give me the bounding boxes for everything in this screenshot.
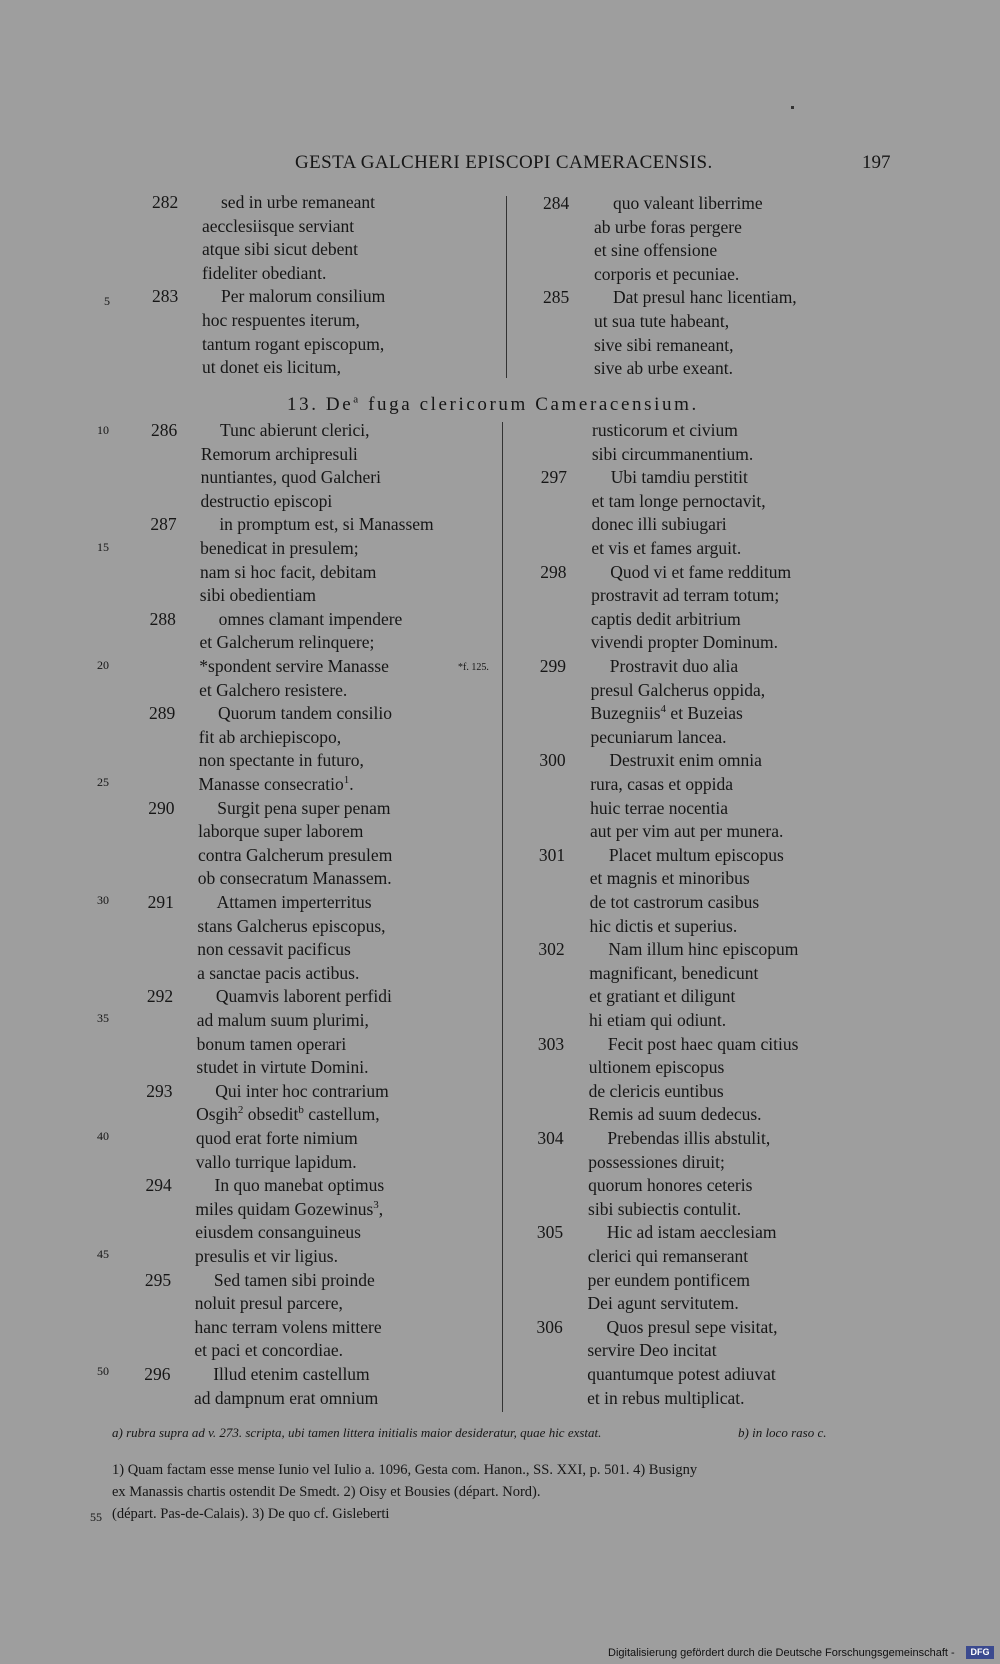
- folio-side-note: *f. 125.: [458, 662, 489, 673]
- margin-line-number: 50: [97, 1364, 109, 1378]
- stanza-number: 286: [151, 420, 178, 440]
- verse-line: presulis et vir ligius.: [195, 1246, 338, 1266]
- margin-line-number: 10: [97, 423, 109, 437]
- stanza-number: 298: [540, 561, 567, 582]
- verse-line: vivendi propter Dominum.: [590, 632, 779, 653]
- verse-line: Placet multum episcopus: [608, 844, 784, 865]
- margin-line-number: 35: [97, 1011, 109, 1025]
- verse-line: clerici qui remanserant: [587, 1246, 749, 1266]
- verse-line: presul Galcherus oppida,: [590, 679, 766, 700]
- stanza-number: 287: [150, 514, 177, 535]
- margin-line-number: 15: [97, 540, 109, 554]
- verse-line: miles quidam Gozewinus$^3$,: [195, 1198, 384, 1219]
- verse-line: Dat presul hanc licentiam,: [613, 287, 797, 308]
- stanza-number: 296: [144, 1364, 171, 1384]
- verse-line: Quos presul sepe visitat,: [606, 1316, 778, 1337]
- verse-line: fideliter obediant.: [202, 262, 327, 283]
- verse-line: et in rebus multiplicat.: [587, 1387, 745, 1408]
- stanza-number: 282: [152, 192, 179, 212]
- verse-line: destructio episcopi: [200, 490, 333, 511]
- verse-line: non cessavit pacificus: [197, 939, 351, 960]
- footnote-ref: 4: [660, 703, 667, 716]
- verse-line: Remorum archipresuli: [200, 443, 358, 464]
- verse-line: et gratiant et diligunt: [589, 986, 736, 1007]
- verse-line: ultionem episcopus: [588, 1057, 725, 1078]
- stanza-number: 306: [536, 1316, 563, 1337]
- verse-line: Surgit pena super penam: [217, 797, 391, 818]
- stanza-number: 302: [538, 939, 565, 960]
- verse-line: sibi obedientiam: [199, 585, 316, 606]
- stanza-number: 297: [540, 467, 567, 488]
- verse-line: sed in urbe remaneant: [221, 192, 376, 212]
- margin-line-number: 20: [97, 658, 109, 672]
- footnote-ref: b: [298, 1104, 304, 1117]
- verse-line: et Galchero resistere.: [199, 679, 348, 700]
- verse-line: magnificant, benedicunt: [589, 962, 759, 983]
- verse-line: huic terrae nocentia: [590, 797, 729, 818]
- stanza-number: 291: [147, 892, 174, 912]
- stanza-number: 304: [537, 1128, 564, 1148]
- stanza-number: 284: [543, 193, 570, 213]
- verse-line: per eundem pontificem: [587, 1269, 750, 1290]
- footnote-b: b) in loco raso c.: [738, 1425, 827, 1440]
- verse-line: quorum honores ceteris: [588, 1175, 753, 1196]
- top-column-divider: [506, 196, 507, 378]
- verse-line: in promptum est, si Manassem: [219, 514, 434, 535]
- main-column-divider: [502, 422, 503, 1412]
- verse-line: benedicat in presulem;: [200, 538, 359, 558]
- verse-line: Hic ad istam aecclesiam: [606, 1222, 777, 1243]
- verse-line: rura, casas et oppida: [590, 774, 734, 794]
- verse-line: rusticorum et civium: [592, 420, 738, 440]
- verse-line: Quamvis laborent perfidi: [215, 986, 392, 1007]
- verse-line: contra Galcherum presulem: [197, 844, 393, 865]
- stanza-number: 301: [538, 844, 566, 865]
- verse-line: aut per vim aut per munera.: [589, 821, 784, 842]
- verse-line: de tot castrorum casibus: [589, 892, 760, 912]
- verse-line: et vis et fames arguit.: [591, 538, 742, 558]
- verse-line: non spectante in futuro,: [198, 750, 364, 771]
- verse-line: vallo turrique lapidum.: [195, 1151, 357, 1172]
- verse-line: hanc terram volens mittere: [194, 1316, 382, 1337]
- verse-line: Quorum tandem consilio: [217, 703, 392, 724]
- stanza-number: 293: [146, 1080, 173, 1101]
- verse-line: captis dedit arbitrium: [591, 608, 741, 629]
- verse-line: possessiones diruit;: [588, 1151, 725, 1172]
- stanza-number: 305: [536, 1222, 564, 1243]
- stanza-number: 299: [539, 656, 567, 676]
- verse-line: atque sibi sicut debent: [202, 239, 359, 260]
- verse-line: bonum tamen operari: [196, 1033, 347, 1054]
- page-number: 197: [862, 152, 891, 173]
- verse-line: et magnis et minoribus: [589, 868, 750, 889]
- verse-line: Manasse consecratio$^1$.: [198, 774, 354, 794]
- verse-line: sive ab urbe exeant.: [594, 358, 733, 379]
- verse-line: fit ab archiepiscopo,: [198, 726, 342, 747]
- verse-line: Dei agunt servitutem.: [587, 1293, 739, 1314]
- verse-line: *spondent servire Manasse: [199, 656, 389, 676]
- verse-line: tantum rogant episcopum,: [202, 333, 385, 354]
- margin-line-number: 45: [97, 1247, 109, 1261]
- verse-line: quantumque potest adiuvat: [587, 1364, 776, 1384]
- verse-line: Destruxit enim omnia: [609, 750, 762, 771]
- footnote-line-2: ex Manassis chartis ostendit De Smedt. 2) Oisy et Bousies (départ. Nord).: [112, 1484, 541, 1500]
- verse-line: sibi circummanentium.: [591, 443, 754, 464]
- verse-line: Nam illum hinc episcopum: [608, 939, 799, 960]
- verse-line: nuntiantes, quod Galcheri: [200, 467, 381, 488]
- stanza-number: 292: [146, 986, 174, 1007]
- verse-line: Quod vi et fame redditum: [610, 561, 792, 582]
- verse-line: laborque super laborem: [198, 821, 364, 842]
- verse-line: et sine offensione: [594, 240, 718, 261]
- verse-line: donec illi subiugari: [591, 514, 727, 535]
- margin-line-number: 25: [97, 775, 109, 789]
- section-title: 13. De$^a$ fuga clericorum Cameracensium.: [287, 393, 699, 415]
- footnote-line-1: 1) Quam factam esse mense Iunio vel Iulio a. 1096, Gesta com. Hanon., SS. XXI, p. 501. 4) Busigny: [112, 1462, 698, 1478]
- stanza-number: 289: [148, 703, 176, 724]
- footnote-a: a) rubra supra ad v. 273. scripta, ubi tamen littera initialis maior desideratur, quae hic exstat.: [112, 1425, 602, 1440]
- verse-line: Sed tamen sibi proinde: [213, 1269, 375, 1290]
- verse-line: noluit presul parcere,: [194, 1293, 343, 1314]
- verse-line: Per malorum consilium: [221, 286, 386, 307]
- margin-line-number: 40: [97, 1129, 109, 1143]
- verse-line: Fecit post haec quam citius: [607, 1033, 799, 1054]
- verse-line: et Galcherum relinquere;: [199, 632, 375, 653]
- stanza-number: 294: [145, 1175, 172, 1196]
- verse-line: quo valeant liberrime: [613, 193, 763, 213]
- verse-line: a sanctae pacis actibus.: [197, 962, 360, 983]
- verse-line: ab urbe foras pergere: [594, 216, 742, 237]
- digitization-credit: Digitalisierung gefördert durch die Deutsche Forschungsgemeinschaft -: [608, 1647, 955, 1659]
- verse-line: et paci et concordiae.: [194, 1340, 344, 1361]
- stanza-number: 303: [537, 1033, 565, 1054]
- stanza-number: 295: [144, 1269, 172, 1290]
- verse-line: ob consecratum Manassem.: [197, 868, 392, 889]
- stanza-number: 300: [539, 750, 566, 771]
- verse-line: Osgih$^2$ obsedit$^b$ castellum,: [196, 1104, 380, 1125]
- verse-line: hi etiam qui odiunt.: [589, 1010, 727, 1030]
- verse-line: Prebendas illis abstulit,: [607, 1128, 771, 1148]
- verse-line: servire Deo incitat: [587, 1340, 717, 1361]
- verse-line: sibi subiectis contulit.: [588, 1198, 742, 1219]
- verse-line: aecclesiisque serviant: [202, 215, 355, 236]
- verse-line: In quo manebat optimus: [214, 1175, 385, 1196]
- verse-line: quod erat forte nimium: [195, 1128, 358, 1148]
- footnote-ref: 2: [237, 1104, 244, 1117]
- stanza-number: 290: [148, 797, 175, 818]
- verse-line: pecuniarum lancea.: [590, 726, 727, 747]
- verse-line: Illud etenim castellum: [213, 1364, 370, 1384]
- verse-line: studet in virtute Domini.: [196, 1057, 369, 1078]
- verse-line: Remis ad suum dedecus.: [588, 1104, 762, 1125]
- verse-line: stans Galcherus episcopus,: [197, 915, 386, 936]
- margin-line-number: 55: [90, 1510, 102, 1524]
- verse-line: sive sibi remaneant,: [594, 334, 734, 355]
- verse-line: nam si hoc facit, debitam: [199, 561, 377, 582]
- verse-line: ut sua tute habeant,: [594, 311, 730, 331]
- verse-line: Prostravit duo alia: [609, 656, 739, 676]
- verse-line: Ubi tamdiu perstitit: [610, 467, 748, 488]
- scan-speck: [791, 106, 794, 109]
- margin-line-number: 30: [97, 893, 109, 907]
- stanza-number: 285: [543, 287, 570, 308]
- verse-line: ad dampnum erat omnium: [194, 1387, 379, 1408]
- verse-line: Buzegniis$^4$ et Buzeias: [590, 703, 743, 724]
- dfg-logo: DFG: [966, 1646, 994, 1659]
- verse-line: omnes clamant impendere: [218, 608, 403, 629]
- footnote-ref: 3: [373, 1198, 379, 1211]
- verse-line: hoc respuentes iterum,: [202, 310, 360, 330]
- verse-line: ad malum suum plurimi,: [196, 1010, 369, 1030]
- verse-line: et tam longe pernoctavit,: [591, 490, 766, 511]
- margin-line-number: 5: [104, 294, 110, 308]
- footnote-line-3: (départ. Pas-de-Calais). 3) De quo cf. Gisleberti: [112, 1506, 390, 1522]
- verse-line: corporis et pecuniae.: [594, 263, 740, 284]
- verse-line: eiusdem consanguineus: [195, 1222, 361, 1243]
- stanza-number: 288: [149, 608, 176, 629]
- footnote-ref: 1: [343, 774, 350, 787]
- verse-line: hic dictis et superius.: [589, 915, 738, 936]
- running-title: GESTA GALCHERI EPISCOPI CAMERACENSIS.: [295, 152, 713, 173]
- verse-line: Attamen imperterritus: [216, 892, 372, 912]
- verse-line: ut donet eis licitum,: [202, 357, 342, 378]
- verse-line: Tunc abierunt clerici,: [220, 420, 370, 440]
- stanza-number: 283: [152, 286, 179, 307]
- verse-line: Qui inter hoc contrarium: [215, 1080, 389, 1101]
- verse-line: de clericis euntibus: [588, 1080, 724, 1101]
- verse-line: prostravit ad terram totum;: [591, 585, 780, 606]
